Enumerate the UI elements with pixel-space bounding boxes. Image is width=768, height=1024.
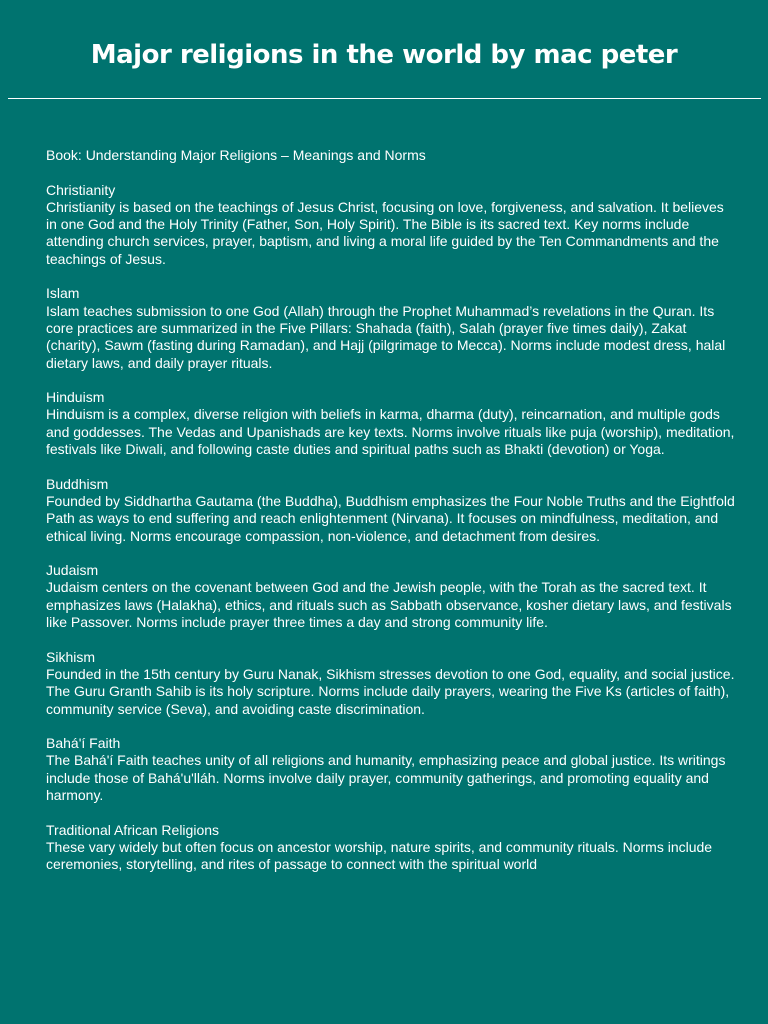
section-christianity [46,182,736,268]
section-judaism [46,562,736,631]
section-body: These vary widely but often focus on ancestor worship, nature spirits, and community rituals. Norms include ceremonies, storytelling, and rites of passage to connect with the spiritual world [46,838,713,873]
section-heading: Traditional African Religions [46,821,220,838]
document-body [46,147,736,891]
section-hinduism [46,389,736,458]
book-title: Book: Understanding Major Religions – Meanings and Norms [46,147,426,163]
title-divider [8,98,761,99]
section-body: Judaism centers on the covenant between God and the Jewish people, with the Torah as the sacred text. It emphasizes laws (Halakha), ethics, and rituals such as Sabbath observance, kosher dietary laws, and festivals like Passover. Norms include prayer three times a day and strong community life. [46,579,732,631]
section-body: Founded by Siddhartha Gautama (the Buddha), Buddhism emphasizes the Four Noble Truths and the Eightfold Path as ways to end suffering and reach enlightenment (Nirvana). It focuses on mindfulness, meditation, and ethical living. Norms encourage compassion, non-violence, and detachment from desires. [46,492,735,544]
section-heading: Bahá'í Faith [46,735,121,752]
section-heading: Judaism [46,562,99,579]
section-body: The Bahá'í Faith teaches unity of all religions and humanity, emphasizing peace and global justice. Its writings include those of Bahá'u'lláh. Norms involve daily prayer, community gatherings, and promoting equality and harmony. [46,752,726,803]
section-body: Christianity is based on the teachings of Jesus Christ, focusing on love, forgiveness, and salvation. It believes in one God and the Holy Trinity (Father, Son, Holy Spirit). The Bible is its sacred text. Key norms include attending church services, prayer, baptism, and living a moral life guided by the Ten Commandments and the teachings of Jesus. [46,198,724,267]
section-buddhism [46,476,736,545]
section-heading: Islam [46,285,80,302]
page-title: Major religions in the world by mac peter [90,40,678,70]
section-body: Founded in the 15th century by Guru Nanak, Sikhism stresses devotion to one God, equality, and social justice. The Guru Granth Sahib is its holy scripture. Norms include daily prayers, wearing the Five Ks (articles of faith), community service (Seva), and avoiding caste discrimination. [46,665,735,717]
section-heading: Hinduism [46,389,105,406]
section-body: Islam teaches submission to one God (Allah) through the Prophet Muhammad’s revelations in the Quran. Its core practices are summarized in the Five Pillars: Shahada (faith), Salah (prayer five times daily), Zakat (charity), Sawm (fasting during Ramadan), and Hajj (pilgrimage to Mecca). Norms include modest dress, halal dietary laws, and daily prayer rituals. [46,302,726,371]
section-heading: Buddhism [46,475,109,492]
section-sikhism [46,649,736,718]
section-heading: Christianity [46,181,116,198]
section-heading: Sikhism [46,648,96,665]
section-traditional-african-religions [46,822,736,874]
section-islam [46,285,736,371]
section-bahai-faith [46,735,736,804]
section-body: Hinduism is a complex, diverse religion with beliefs in karma, dharma (duty), reincarnation, and multiple gods and goddesses. The Vedas and Upanishads are key texts. Norms involve rituals like puja (worship), meditation, festivals like Diwali, and following caste duties and spiritual paths such as Bhakti (devotion) or Yoga. [46,406,735,458]
